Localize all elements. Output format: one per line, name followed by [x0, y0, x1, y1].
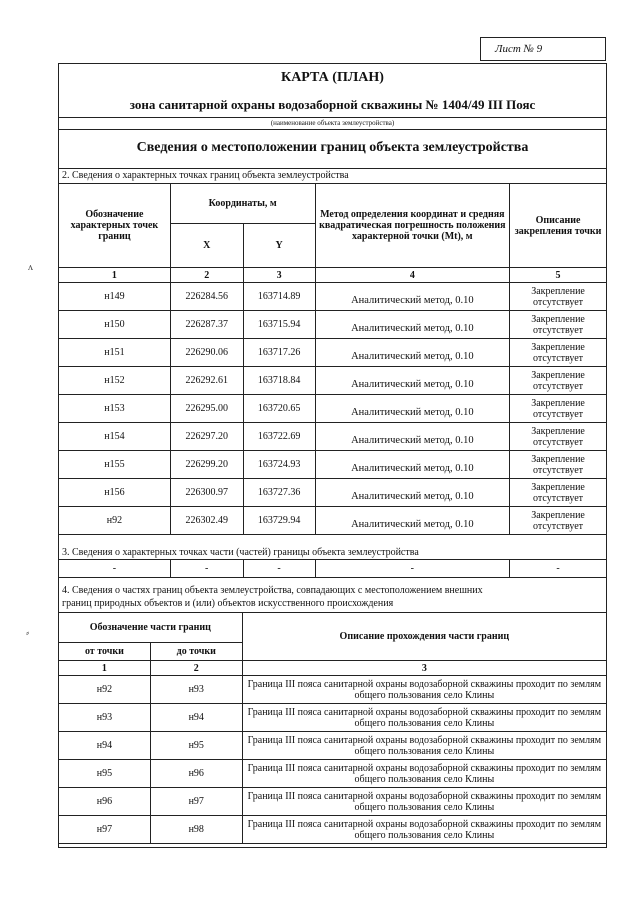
route-cell: Граница III пояса санитарной охраны водозаборной скважины проходит по землям общего пользования село Клины — [242, 676, 606, 704]
table-row — [59, 676, 607, 704]
y-cell: 163729.94 — [243, 507, 315, 535]
col-number: 5 — [510, 268, 607, 283]
section4-label-line2: границ природных объектов и (или) объектов искусственного происхождения — [62, 598, 394, 609]
col-number: 1 — [59, 268, 171, 283]
fixing-cell: Закрепление отсутствует — [510, 339, 607, 367]
x-cell: 226287.37 — [170, 311, 243, 339]
x-cell: 226302.49 — [170, 507, 243, 535]
col-number: 4 — [315, 268, 510, 283]
point-cell: н152 — [59, 367, 171, 395]
col-number: 2 — [170, 268, 243, 283]
fixing-cell: Закрепление отсутствует — [510, 311, 607, 339]
route-cell: Граница III пояса санитарной охраны водозаборной скважины проходит по землям общего пользования село Клины — [242, 760, 606, 788]
header-method: Метод определения координат и средняя квадратическая погрешность положения характерной точки (Mt), м — [315, 184, 510, 268]
from-cell: н97 — [59, 816, 151, 844]
from-cell: н96 — [59, 788, 151, 816]
route-cell: Граница III пояса санитарной охраны водозаборной скважины проходит по землям общего пользования село Клины — [242, 788, 606, 816]
col-number: 3 — [243, 268, 315, 283]
object-caption: (наименование объекта землеустройства) — [270, 119, 395, 127]
x-cell: 226292.61 — [170, 367, 243, 395]
route-cell: Граница III пояса санитарной охраны водозаборной скважины проходит по землям общего пользования село Клины — [242, 704, 606, 732]
method-cell: Аналитический метод, 0.10 — [315, 311, 510, 339]
table-row — [59, 816, 607, 844]
col-number: 3 — [242, 661, 606, 676]
divider — [58, 129, 607, 130]
x-cell: 226300.97 — [170, 479, 243, 507]
empty-cell: - — [315, 560, 510, 578]
parts-points-table — [58, 559, 607, 578]
y-cell: 163715.94 — [243, 311, 315, 339]
to-cell: н96 — [150, 760, 242, 788]
header-x: X — [170, 224, 243, 268]
fixing-cell: Закрепление отсутствует — [510, 451, 607, 479]
fixing-cell: Закрепление отсутствует — [510, 395, 607, 423]
fixing-cell: Закрепление отсутствует — [510, 507, 607, 535]
point-cell: н151 — [59, 339, 171, 367]
table-row — [59, 367, 607, 395]
from-cell: н92 — [59, 676, 151, 704]
points-table — [58, 183, 607, 535]
table-row — [59, 283, 607, 311]
section-title: Сведения о местоположении границ объекта землеустройства — [136, 140, 529, 155]
section3-label: 3. Сведения о характерных точках части (частей) границы объекта землеустройства — [62, 547, 419, 558]
header-from: от точки — [59, 643, 151, 661]
boundary-parts-table — [58, 612, 607, 844]
table-row — [59, 704, 607, 732]
header-fixing: Описание закрепления точки — [510, 184, 607, 268]
y-cell: 163727.36 — [243, 479, 315, 507]
method-cell: Аналитический метод, 0.10 — [315, 367, 510, 395]
fixing-cell: Закрепление отсутствует — [510, 423, 607, 451]
point-cell: н92 — [59, 507, 171, 535]
section2-label: 2. Сведения о характерных точках границ объекта землеустройства — [62, 170, 349, 181]
y-cell: 163717.26 — [243, 339, 315, 367]
table-row — [59, 311, 607, 339]
from-cell: н93 — [59, 704, 151, 732]
y-cell: 163718.84 — [243, 367, 315, 395]
empty-cell: - — [170, 560, 243, 578]
table-row — [59, 760, 607, 788]
to-cell: н98 — [150, 816, 242, 844]
point-cell: н149 — [59, 283, 171, 311]
point-cell: н154 — [59, 423, 171, 451]
fixing-cell: Закрепление отсутствует — [510, 367, 607, 395]
empty-cell: - — [243, 560, 315, 578]
from-cell: н95 — [59, 760, 151, 788]
divider — [58, 117, 607, 118]
page-subtitle: зона санитарной охраны водозаборной скважины № 1404/49 III Пояс — [129, 97, 536, 112]
route-cell: Граница III пояса санитарной охраны водозаборной скважины проходит по землям общего пользования село Клины — [242, 816, 606, 844]
header-description: Описание прохождения части границ — [242, 613, 606, 661]
method-cell: Аналитический метод, 0.10 — [315, 451, 510, 479]
margin-mark: ⸗ — [26, 628, 30, 639]
y-cell: 163722.69 — [243, 423, 315, 451]
fixing-cell: Закрепление отсутствует — [510, 479, 607, 507]
empty-cell: - — [510, 560, 607, 578]
method-cell: Аналитический метод, 0.10 — [315, 423, 510, 451]
route-cell: Граница III пояса санитарной охраны водозаборной скважины проходит по землям общего пользования село Клины — [242, 732, 606, 760]
from-cell: н94 — [59, 732, 151, 760]
x-cell: 226299.20 — [170, 451, 243, 479]
x-cell: 226284.56 — [170, 283, 243, 311]
y-cell: 163724.93 — [243, 451, 315, 479]
col-number: 1 — [59, 661, 151, 676]
margin-mark: ᴧ — [28, 262, 33, 273]
method-cell: Аналитический метод, 0.10 — [315, 339, 510, 367]
y-cell: 163720.65 — [243, 395, 315, 423]
header-y: Y — [243, 224, 315, 268]
point-cell: н150 — [59, 311, 171, 339]
method-cell: Аналитический метод, 0.10 — [315, 283, 510, 311]
col-number: 2 — [150, 661, 242, 676]
section4-label-line1: 4. Сведения о частях границ объекта землеустройства, совпадающих с местоположением внешних — [62, 585, 483, 596]
table-row — [59, 788, 607, 816]
method-cell: Аналитический метод, 0.10 — [315, 479, 510, 507]
y-cell: 163714.89 — [243, 283, 315, 311]
method-cell: Аналитический метод, 0.10 — [315, 507, 510, 535]
point-cell: н156 — [59, 479, 171, 507]
divider — [58, 168, 607, 169]
table-row — [59, 451, 607, 479]
x-cell: 226297.20 — [170, 423, 243, 451]
header-part: Обозначение части границ — [59, 613, 243, 643]
page-title: КАРТА (ПЛАН) — [281, 70, 384, 85]
header-to: до точки — [150, 643, 242, 661]
to-cell: н93 — [150, 676, 242, 704]
method-cell: Аналитический метод, 0.10 — [315, 395, 510, 423]
table-row — [59, 507, 607, 535]
table-row — [59, 479, 607, 507]
to-cell: н95 — [150, 732, 242, 760]
x-cell: 226290.06 — [170, 339, 243, 367]
table-row — [59, 423, 607, 451]
sheet-number: Лист № 9 — [480, 37, 606, 61]
to-cell: н94 — [150, 704, 242, 732]
empty-cell: - — [59, 560, 171, 578]
table-row — [59, 339, 607, 367]
table-row — [59, 395, 607, 423]
x-cell: 226295.00 — [170, 395, 243, 423]
table-row — [59, 732, 607, 760]
header-coordinates: Координаты, м — [170, 184, 315, 224]
point-cell: н153 — [59, 395, 171, 423]
fixing-cell: Закрепление отсутствует — [510, 283, 607, 311]
header-designation: Обозначение характерных точек границ — [59, 184, 171, 268]
point-cell: н155 — [59, 451, 171, 479]
to-cell: н97 — [150, 788, 242, 816]
